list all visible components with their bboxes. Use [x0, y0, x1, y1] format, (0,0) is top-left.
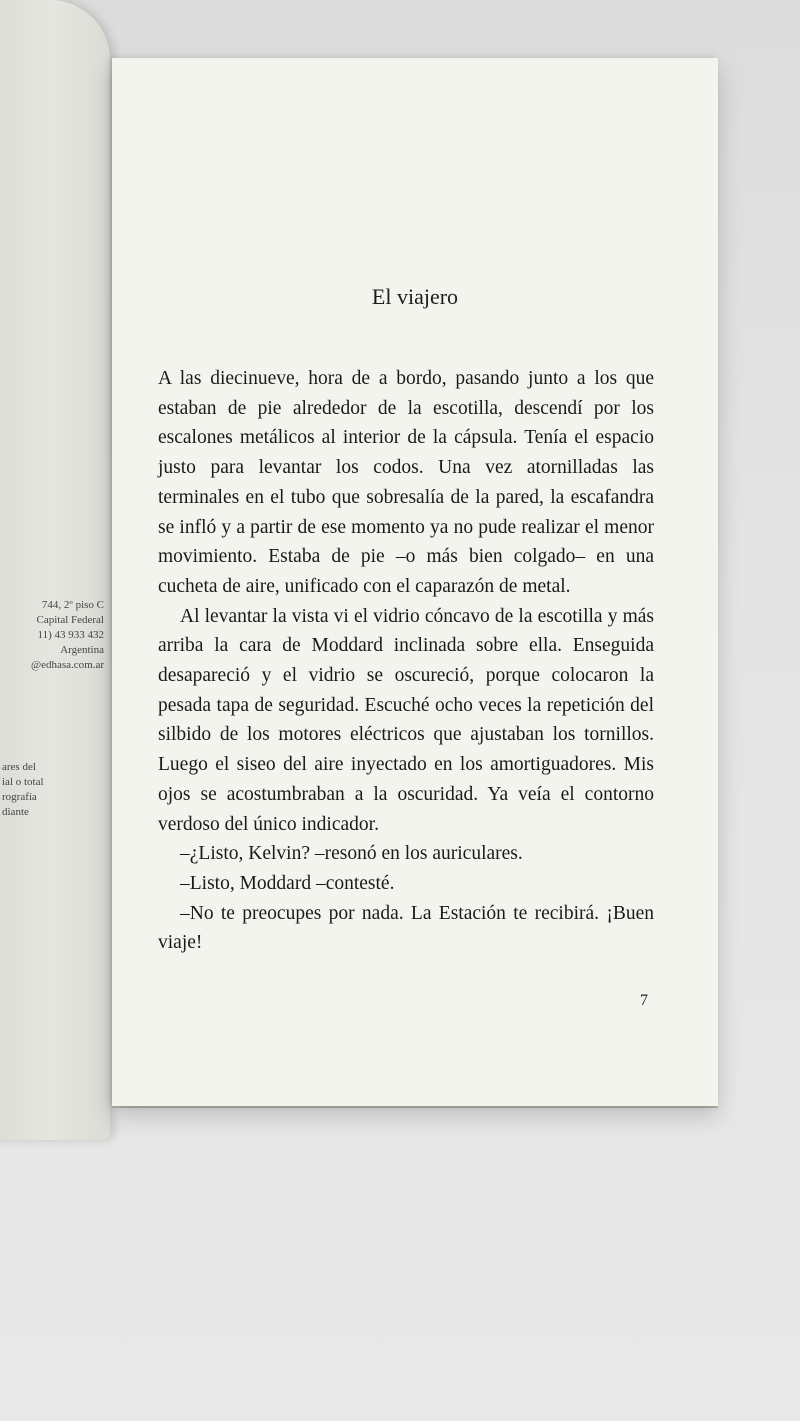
page-number: 7 — [640, 992, 648, 1009]
paragraph: A las diecinueve, hora de a bordo, pasando junto a los que estaban de pie alrededor de la escotilla, descendí por los escalones metálicos al interior de la cápsula. Tenía el espacio justo para levantar los codos. Una vez atornilladas las terminales en el tubo que sobresalía de la pared, la escafandra se infló y a partir de ese momento ya no pude realizar el menor movimiento. Estaba de pie –o más bien colgado– en una cucheta de aire, unificado con el caparazón de metal. — [158, 368, 654, 597]
legal-line: ial o total — [2, 776, 44, 788]
legal-line: diante — [2, 806, 29, 818]
colophon-line: 744, 2º piso C — [41, 599, 104, 611]
body-text — [158, 364, 654, 958]
legal-line: ares del — [2, 761, 36, 773]
colophon-line: @edhasa.com.ar — [30, 659, 104, 671]
right-page — [112, 58, 718, 1106]
dialogue-line: –Listo, Moddard –contesté. — [180, 872, 395, 894]
colophon-line: 11) 43 933 432 — [37, 629, 104, 641]
left-page — [0, 0, 110, 1140]
colophon-line: Argentina — [60, 644, 104, 656]
dialogue-line: –¿Listo, Kelvin? –resonó en los auriculares. — [180, 843, 523, 865]
paragraph: Al levantar la vista vi el vidrio cóncavo de la escotilla y más arriba la cara de Moddard inclinada sobre ella. Enseguida desapareció y el vidrio se oscureció, porque colocaron la pesada tapa de seguridad. Escuché ocho veces la repetición del silbido de los motores eléctricos que ajustaban los tornillos. Luego el siseo del aire inyectado en los amortiguadores. Mis ojos se acostumbraban a la oscuridad. Ya veía el contorno verdoso del único indicador. — [158, 605, 654, 835]
chapter-title: El viajero — [371, 284, 459, 309]
legal-line: rografía — [2, 791, 37, 803]
dialogue-line: –No te preocupes por nada. La Estación te recibirá. ¡Buen viaje! — [158, 902, 654, 954]
colophon-line: Capital Federal — [36, 614, 104, 626]
legal-notice — [2, 760, 102, 820]
publisher-colophon — [0, 598, 104, 673]
